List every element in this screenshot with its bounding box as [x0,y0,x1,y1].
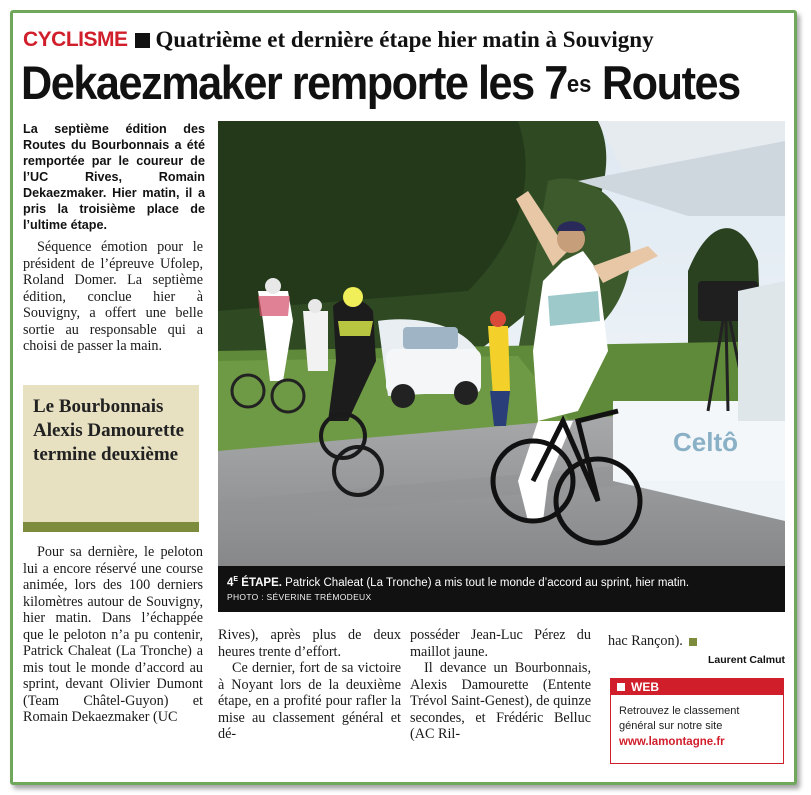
pull-quote-bar [23,522,199,532]
caption-label-sup: E [233,576,239,583]
banner-brand: Celtô [673,427,738,457]
article-frame [10,10,797,785]
web-box-label: WEB [631,680,659,694]
caption-text: Patrick Chaleat (La Tronche) a mis tout le monde d’accord au sprint, hier matin. [281,576,690,589]
caption-label-number: 4 [227,576,234,589]
column-2-text-1: Rives), après plus de deux heures trente d’effort. [218,627,401,660]
photo-illustration [218,121,785,612]
author-name: Laurent Calmut [707,654,785,666]
column-2 [218,627,401,743]
web-box [610,678,784,764]
rubric-square-icon [135,33,150,48]
column-2-text-2: Ce dernier, fort de sa victoire à Noyant lors de la deuxième étape, en a profité pour rafler la mise au classement général et dé- [218,660,401,742]
pull-quote-text: Le Bourbonnais Alexis Damourette termine deuxième [33,396,185,465]
intro-paragraph [23,239,203,355]
headline-main: Dekaezmaker remporte les 7 [21,56,567,109]
photo-caption [218,566,785,612]
kicker-line [23,27,654,53]
headline-superscript: es [566,71,592,98]
end-square-icon [689,638,697,646]
column-1-text: Pour sa dernière, le peloton lui a encore réservé une course animée, lors des 100 derniers kilomètres autour de Souvigny, hier matin. Dans l’échappée que le peloton n’a pu contenir, Patrick Chaleat (La Tronche) a mis tout le monde d’accord au sprint, devant Olivier Dumont (Team Châtel-Guyon) et Romain Dekaezmaker (UC [23,544,203,725]
web-link[interactable]: www.lamontagne.fr [619,736,725,748]
column-4-text: hac Rançon). [608,633,683,649]
column-4-end [608,633,697,650]
caption-line [227,572,779,591]
column-3-text-2: Il devance un Bourbonnais, Alexis Damourette (Entente Trévol Saint-Genest), de quinze secondes, et Frédéric Belluc (AC Ril- [410,660,591,742]
web-box-header [611,679,783,695]
column-3 [410,627,591,743]
photo-credit: PHOTO : SÉVERINE TRÉMODEUX [227,592,372,602]
column-3-text-1: posséder Jean-Luc Pérez du maillot jaune. [410,627,591,660]
caption-label-rest: ÉTAPE. [238,576,282,589]
web-box-text: Retrouvez le classement général sur notre site [619,705,740,732]
rubric-label: CYCLISME [23,28,128,51]
race-photo [218,121,785,612]
headline-end: Routes [591,56,740,109]
pull-quote-box [23,385,199,532]
headline [21,57,740,109]
column-1 [23,544,203,726]
subheadline: Quatrième et dernière étape hier matin à Souvigny [155,27,654,52]
web-square-icon [617,683,625,691]
intro-text: Séquence émotion pour le président de l’épreuve Ufolep, Roland Domer. La septième édition, conclue hier à Souvigny, a offert une belle sortie au responsable qui a choisi de passer la main. [23,239,203,354]
lead-paragraph: La septième édition des Routes du Bourbonnais a été remportée par le coureur de l’UC Rives, Romain Dekaezmaker. Hier matin, il a pris la troisième place de l’ultime étape. [23,122,205,232]
